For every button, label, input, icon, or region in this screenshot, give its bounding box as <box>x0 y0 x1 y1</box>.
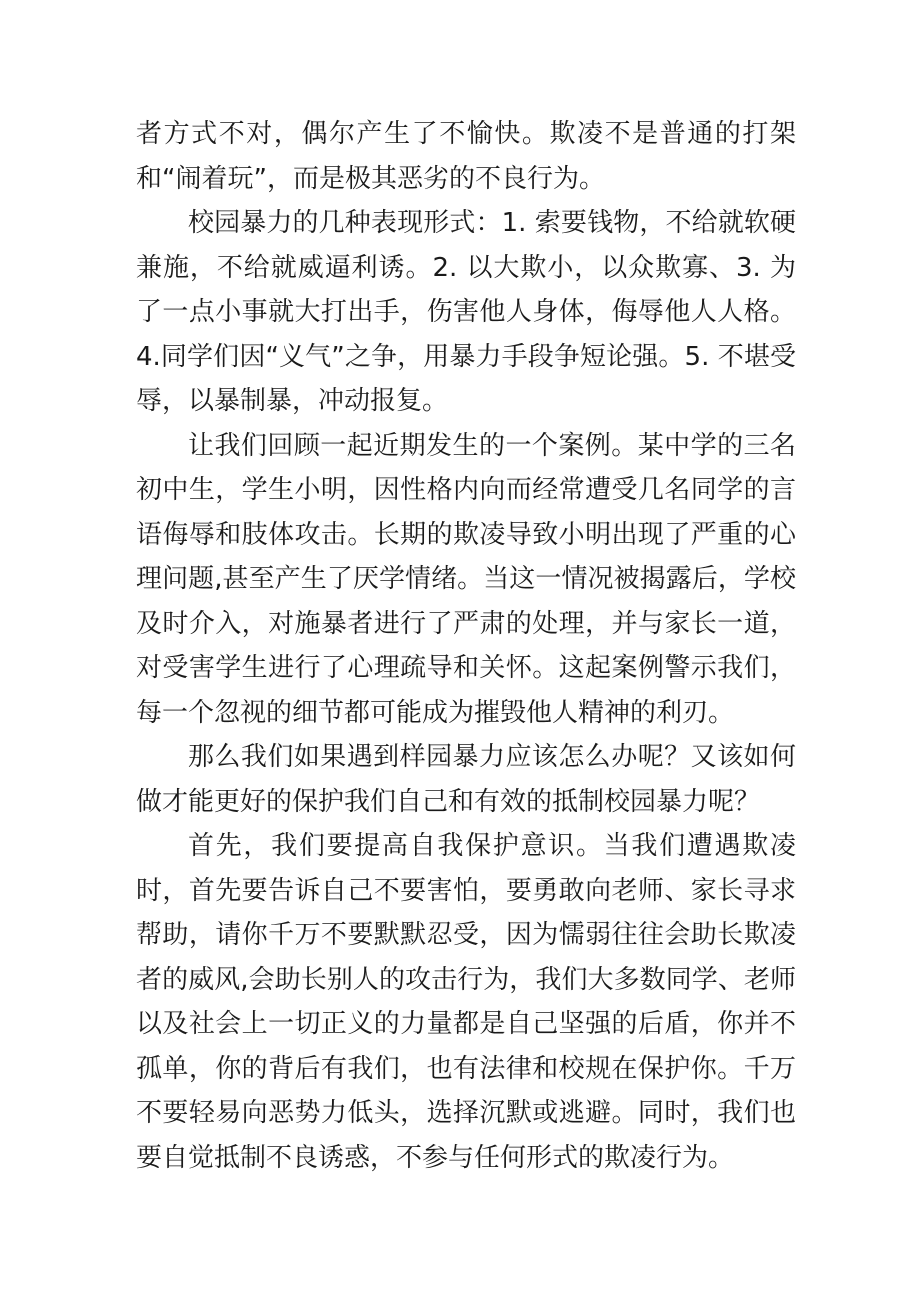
paragraph-continuation: 者方式不对，偶尔产生了不愉快。欺凌不是普通的打架和“闹着玩”，而是极其恶劣的不良行为。 <box>136 119 796 194</box>
paragraph-self-protection: 首先，我们要提高自我保护意识。当我们遭遇欺凌时，首先要告诉自己不要害怕，要勇敢向老师、家长寻求帮助，请你千万不要默默忍受，因为懦弱往往会助长欺凌者的威风,会助长别人的攻击行为，我们大多数同学、老师以及社会上一切正义的力量都是自己坚强的后盾，你并不孤单，你的背后有我们，也有法律和校规在保护你。千万不要轻易向恶势力低头，选择沉默或逃避。同时，我们也要自觉抵制不良诱惑，不参与任何形式的欺凌行为。 <box>136 831 796 1173</box>
paragraph-case-study: 让我们回顾一起近期发生的一个案例。某中学的三名初中生，学生小明，因性格内向而经常遭受几名同学的言语侮辱和肢体攻击。长期的欺凌导致小明出现了严重的心理问题,甚至产生了厌学情绪。当这一情况被揭露后，学校及时介入，对施暴者进行了严肃的处理，并与家长一道，对受害学生进行了心理疏导和关怀。这起案例警示我们，每一个忽视的细节都可能成为摧毁他人精神的利刃。 <box>136 430 796 728</box>
document-body <box>136 112 796 1180</box>
paragraph-question: 那么我们如果遇到样园暴力应该怎么办呢？又该如何做才能更好的保护我们自己和有效的抵制校园暴力呢？ <box>136 742 796 817</box>
paragraph-violence-forms: 校园暴力的几种表现形式：1. 索要钱物，不给就软硬兼施，不给就威逼利诱。2. 以大欺小，以众欺寡、3. 为了一点小事就大打出手，伤害他人身体，侮辱他人人格。4.同学们因“义气”之争，用暴力手段争短论强。5. 不堪受辱，以暴制暴，冲动报复。 <box>136 208 796 416</box>
